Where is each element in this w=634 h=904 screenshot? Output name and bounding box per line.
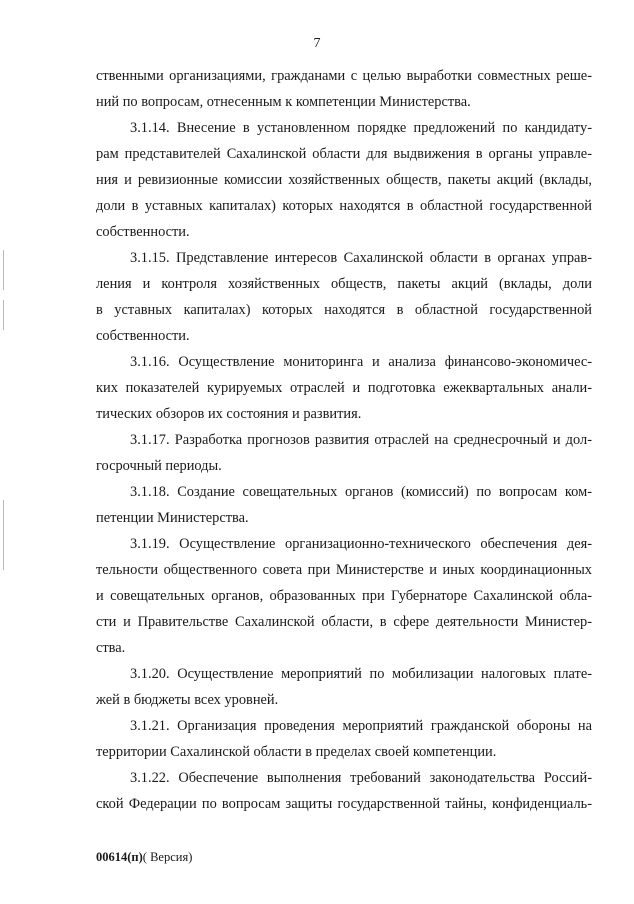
paragraph xyxy=(96,713,592,765)
text-line: ления и контроля хозяйственных обществ, пакеты акций (вклады, доли xyxy=(96,276,592,292)
text-line: 3.1.21. Организация проведения мероприятий гражданской обороны на xyxy=(130,718,592,734)
text-line: 3.1.16. Осуществление мониторинга и анализа финансово-экономичес- xyxy=(130,354,592,370)
text-line: 3.1.15. Представление интересов Сахалинской области в органах управ- xyxy=(130,250,592,266)
text-line: 3.1.22. Обеспечение выполнения требований законодательства Россий- xyxy=(130,770,592,786)
paragraph xyxy=(96,765,592,817)
text-line: 3.1.20. Осуществление мероприятий по мобилизации налоговых плате- xyxy=(130,666,592,682)
text-line: собственности. xyxy=(96,224,190,240)
paragraph xyxy=(96,479,592,531)
text-line: ства. xyxy=(96,640,126,656)
scan-artifact xyxy=(3,250,4,290)
paragraph xyxy=(96,427,592,479)
text-line: собственности. xyxy=(96,328,190,344)
text-line: рам представителей Сахалинской области для выдвижения в органы управле- xyxy=(96,146,592,162)
paragraph xyxy=(96,349,592,427)
document-footer xyxy=(96,849,192,865)
text-line: территории Сахалинской области в пределах своей компетенции. xyxy=(96,744,497,760)
text-line: тельности общественного совета при Министерстве и иных координационных xyxy=(96,562,592,578)
text-line: ской Федерации по вопросам защиты государственной тайны, конфиденциаль- xyxy=(96,796,592,812)
text-line: сти и Правительстве Сахалинской области, в сфере деятельности Министер- xyxy=(96,614,592,630)
document-code: 00614(п) xyxy=(96,850,143,864)
paragraph xyxy=(96,531,592,661)
text-line: ких показателей курируемых отраслей и подготовка ежеквартальных анали- xyxy=(96,380,592,396)
text-line: в уставных капиталах) которых находятся в областной государственной xyxy=(96,302,592,318)
text-line: жей в бюджеты всех уровней. xyxy=(96,692,279,708)
document-body xyxy=(96,63,592,817)
paragraph xyxy=(96,245,592,349)
paragraph xyxy=(96,115,592,245)
scan-artifact xyxy=(3,300,4,330)
paragraph xyxy=(96,661,592,713)
text-line: 3.1.17. Разработка прогнозов развития отраслей на среднесрочный и дол- xyxy=(130,432,592,448)
text-line: ния и ревизионные комиссии хозяйственных обществ, пакеты акций (вклады, xyxy=(96,172,592,188)
text-line: и совещательных органов, образованных при Губернаторе Сахалинской обла- xyxy=(96,588,592,604)
text-line: ний по вопросам, отнесенным к компетенции Министерства. xyxy=(96,94,471,110)
text-line: доли в уставных капиталах) которых находятся в областной государственной xyxy=(96,198,592,214)
page-number: 7 xyxy=(313,36,321,51)
text-line: госрочный периоды. xyxy=(96,458,222,474)
document-version: ( Версия) xyxy=(142,850,193,864)
text-line: 3.1.19. Осуществление организационно-технического обеспечения дея- xyxy=(130,536,592,552)
text-line: ственными организациями, гражданами с целью выработки совместных реше- xyxy=(96,68,592,84)
text-line: 3.1.18. Создание совещательных органов (комиссий) по вопросам ком- xyxy=(130,484,592,500)
text-line: 3.1.14. Внесение в установленном порядке предложений по кандидату- xyxy=(130,120,592,136)
text-line: петенции Министерства. xyxy=(96,510,249,526)
scan-artifact xyxy=(3,500,4,570)
paragraph xyxy=(96,63,592,115)
text-line: тических обзоров их состояния и развития. xyxy=(96,406,362,422)
